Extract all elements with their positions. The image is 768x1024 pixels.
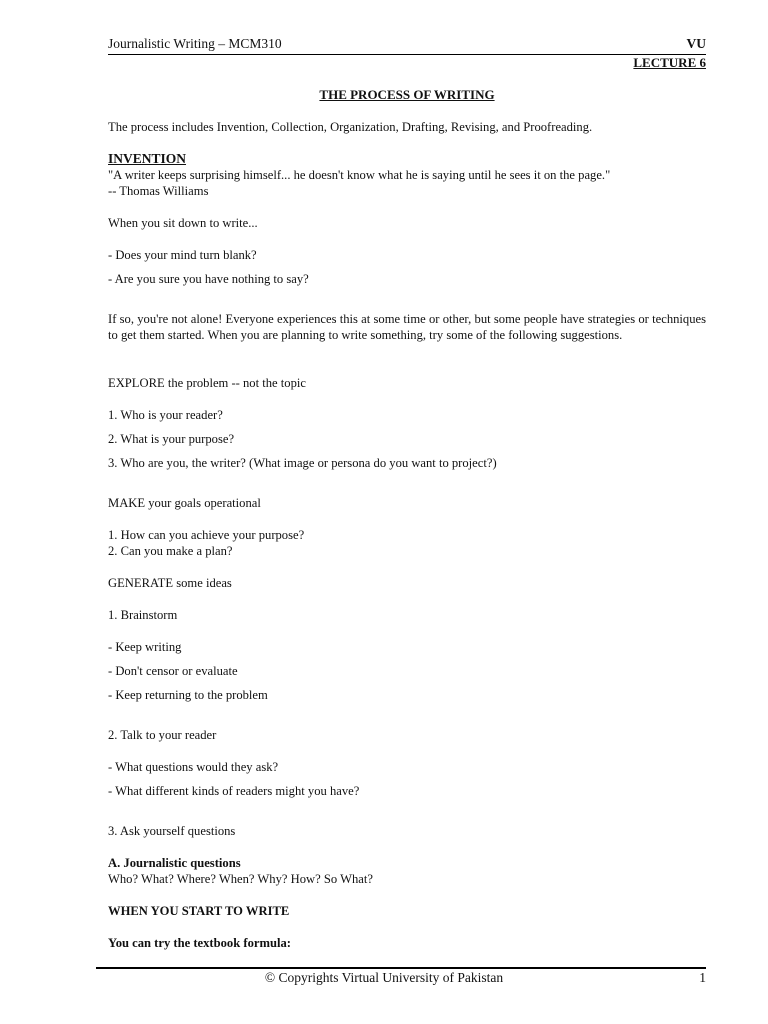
textbook-formula-text: You can try the textbook formula: (108, 936, 291, 950)
start-write-heading: WHEN YOU START TO WRITE (108, 904, 290, 918)
footer-divider (96, 967, 706, 969)
page-number: 1 (699, 970, 706, 985)
ask-item: 3. Ask yourself questions (108, 824, 236, 838)
question-nothing: - Are you sure you have nothing to say? (108, 272, 309, 286)
journalistic-questions-heading: A. Journalistic questions (108, 856, 241, 870)
journalistic-questions-list: Who? What? Where? When? Why? How? So What? (108, 872, 373, 886)
explore-heading: EXPLORE the problem -- not the topic (108, 376, 306, 390)
explore-item-3: 3. Who are you, the writer? (What image or persona do you want to project?) (108, 456, 497, 470)
brainstorm-item: 1. Brainstorm (108, 608, 178, 622)
page-title: THE PROCESS OF WRITING (319, 87, 495, 102)
make-goals-heading: MAKE your goals operational (108, 496, 261, 510)
institute-abbrev: VU (686, 36, 706, 51)
quote-author: -- Thomas Williams (108, 184, 209, 198)
talk-bullet-2: - What different kinds of readers might you have? (108, 784, 360, 798)
talk-bullet-1: - What questions would they ask? (108, 760, 279, 774)
sit-down-text: When you sit down to write... (108, 216, 258, 230)
footer-copyright: © Copyrights Virtual University of Pakistan (264, 970, 504, 985)
explore-item-2: 2. What is your purpose? (108, 432, 235, 446)
brainstorm-bullet-2: - Don't censor or evaluate (108, 664, 238, 678)
quote-text: "A writer keeps surprising himself... he doesn't know what he is saying until he sees it on the page." (108, 168, 611, 182)
course-title: Journalistic Writing – MCM310 (108, 36, 282, 51)
question-blank: - Does your mind turn blank? (108, 248, 257, 262)
explore-item-1: 1. Who is your reader? (108, 408, 223, 422)
talk-item: 2. Talk to your reader (108, 728, 217, 742)
goals-item-2: 2. Can you make a plan? (108, 544, 233, 558)
intro-text: The process includes Invention, Collection, Organization, Drafting, Revising, and Proofreading. (108, 120, 593, 134)
lecture-number: LECTURE 6 (633, 55, 706, 70)
page-header (108, 36, 706, 55)
goals-item-1: 1. How can you achieve your purpose? (108, 528, 305, 542)
generate-heading: GENERATE some ideas (108, 576, 232, 590)
brainstorm-bullet-3: - Keep returning to the problem (108, 688, 268, 702)
section-heading-invention: INVENTION (108, 151, 187, 166)
not-alone-paragraph: If so, you're not alone! Everyone experiences this at some time or other, but some people have strategies or techniques to get them started. When you are planning to write something, try some of the following suggestions. (108, 312, 706, 342)
brainstorm-bullet-1: - Keep writing (108, 640, 182, 654)
